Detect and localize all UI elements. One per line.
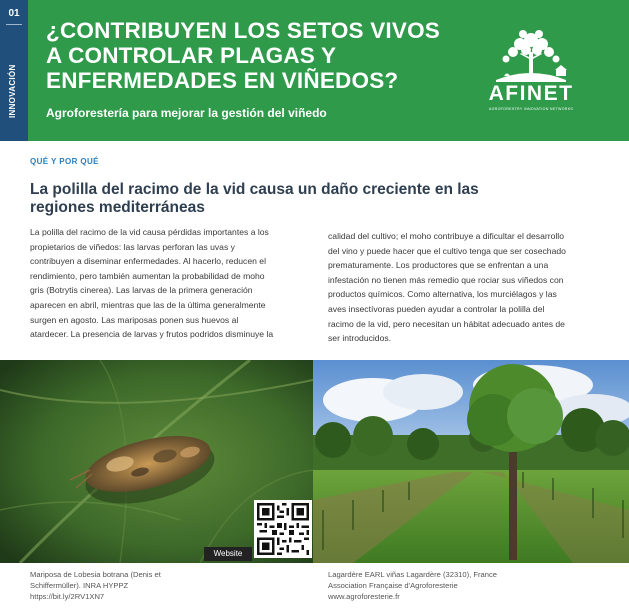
qr-code-icon (257, 503, 309, 555)
caption-left (30, 569, 161, 602)
body-line: aves insectívoras pueden ayudar a controlar la polilla del (328, 303, 545, 314)
caption-link[interactable]: www.agroforesterie.fr (328, 592, 400, 601)
logo-tagline: AGROFORESTRY INNOVATION NETWORKS (488, 107, 574, 111)
body-line: ser introducidos. (328, 333, 392, 344)
body-line: rendimiento, pero también aumentan la probabilidad de moho (30, 270, 265, 281)
article-headline (30, 181, 530, 217)
body-line: del vino y puede hacer que el cultivo tenga que ser cosechado (328, 245, 566, 256)
body-line: infestación no tienen más remedio que rociar sus viñedos con (328, 274, 564, 285)
title-line: ENFERMEDADES EN VIÑEDOS? (46, 68, 399, 93)
afinet-logo (476, 26, 586, 116)
page-title (46, 18, 466, 93)
vineyard-photo (313, 360, 629, 563)
body-line: calidad del cultivo; el moho contribuye a dificultar el desarrollo (328, 231, 564, 241)
caption-line: Schiffermüller). INRA HYPPZ (30, 581, 129, 590)
tree-logo-icon (476, 26, 586, 84)
body-line: La polilla del racimo de la vid causa pérdidas importantes a los (30, 227, 269, 237)
body-line: aparecen en abril, mientras que las de la última generalmente (30, 299, 266, 310)
body-line: productos químicos. Como alternativa, los murciélagos y las (328, 289, 557, 300)
logo-wordmark: AFINET (488, 82, 574, 105)
section-number: 01 (8, 8, 20, 19)
section-label: QUÉ Y POR QUÉ (30, 157, 99, 166)
headline-line: La polilla del racimo de la vid causa un daño creciente en las (30, 181, 479, 198)
headline-line: regiones mediterráneas (30, 199, 205, 216)
section-category-label: INNOVACIÓN (8, 64, 17, 118)
title-line: A CONTROLAR PLAGAS Y (46, 43, 337, 68)
website-label: Website (204, 547, 252, 561)
side-tab (0, 0, 28, 141)
body-line: surgen en agosto. Las mariposas ponen sus huevos al (30, 314, 239, 325)
caption-right (328, 569, 497, 602)
body-line: contribuyen a diseminar enfermedades. Al hacerlo, reducen el (30, 256, 266, 267)
page-subtitle: Agroforestería para mejorar la gestión del viñedo (46, 106, 327, 120)
qr-code[interactable] (254, 500, 312, 558)
caption-line: Association Française d'Agroforesterie (328, 581, 458, 590)
header-banner (0, 0, 629, 141)
caption-line: Mariposa de Lobesia botrana (Denis et (30, 570, 161, 579)
body-line: propietarios de viñedos: las larvas perforan las uvas y (30, 241, 235, 252)
body-line: atardecer. La presencia de larvas y frutos podridos disminuye la (30, 329, 274, 340)
body-column-right (328, 229, 598, 346)
body-line: prematuramente. Los productores que se enfrentan a una (328, 260, 549, 271)
body-column-left (30, 225, 300, 342)
side-divider (6, 24, 22, 25)
caption-line: Lagardère EARL viñas Lagardère (32310), France (328, 570, 497, 579)
body-line: racimo de la vid, pero necesitan un hábitat adecuado antes de (328, 318, 565, 329)
caption-link[interactable]: https://bit.ly/2RV1XN7 (30, 592, 105, 601)
title-line: ¿CONTRIBUYEN LOS SETOS VIVOS (46, 18, 440, 43)
body-line: gris (Botrytis cinerea). Las larvas de la primera generación (30, 285, 253, 296)
